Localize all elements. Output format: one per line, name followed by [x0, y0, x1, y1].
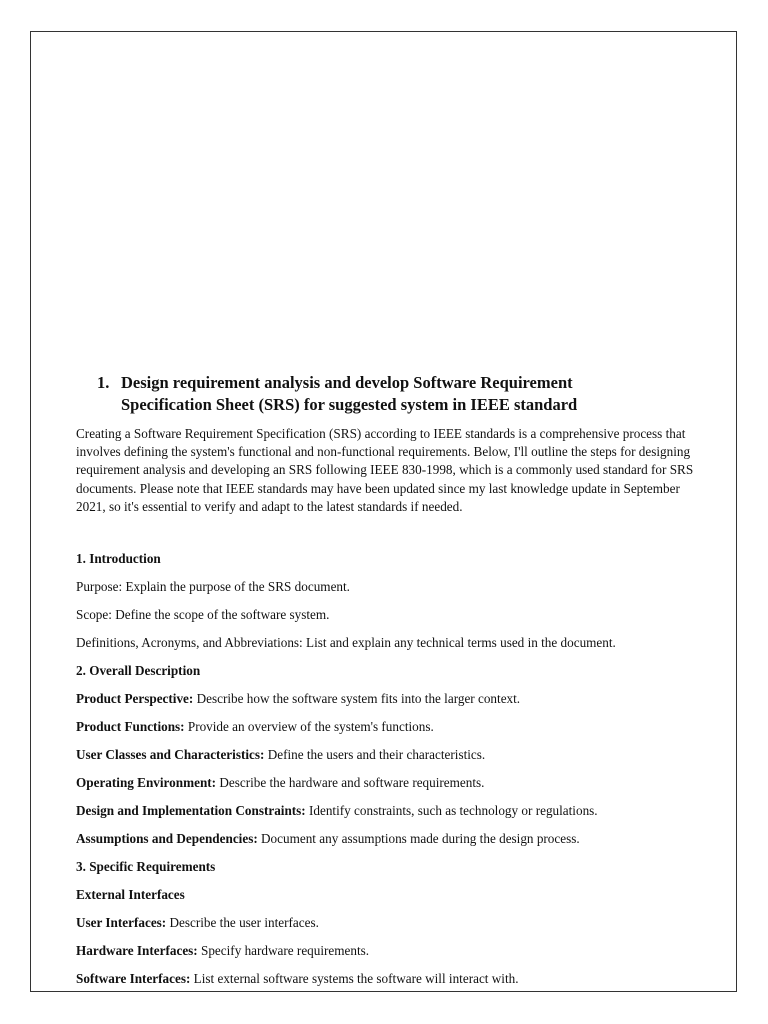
heading-text: Design requirement analysis and develop Software Requirement Specification Sheet (SRS) for suggested system in IEEE standard	[121, 373, 578, 414]
line-bold: Hardware Interfaces:	[76, 943, 198, 958]
heading-number: 1.	[97, 373, 110, 392]
line-text: Document any assumptions made during the design process.	[257, 831, 580, 846]
line-text: Describe the user interfaces.	[166, 915, 319, 930]
line-bold: Assumptions and Dependencies:	[76, 831, 258, 846]
list-item	[76, 747, 716, 763]
list-item	[76, 887, 716, 903]
line-text: List external software systems the software will interact with.	[190, 971, 519, 986]
line-text: Describe how the software system fits into the larger context.	[193, 691, 521, 706]
line-bold: Design and Implementation Constraints:	[76, 803, 306, 818]
line-bold: Product Perspective:	[76, 691, 194, 706]
list-item	[76, 971, 716, 987]
line-bold: 2. Overall Description	[76, 663, 201, 678]
line-text: Describe the hardware and software requirements.	[216, 775, 485, 790]
list-item	[76, 691, 716, 707]
line-text: Specify hardware requirements.	[197, 943, 370, 958]
list-item	[76, 663, 716, 679]
list-item	[76, 943, 716, 959]
line-text: Scope: Define the scope of the software system.	[76, 607, 330, 622]
line-bold: External Interfaces	[76, 887, 185, 902]
list-item	[76, 607, 716, 623]
line-bold: User Classes and Characteristics:	[76, 747, 265, 762]
list-item	[76, 831, 716, 847]
list-item	[76, 579, 716, 595]
line-bold: 1. Introduction	[76, 551, 161, 566]
line-text: Provide an overview of the system's functions.	[184, 719, 434, 734]
list-item	[76, 635, 716, 651]
list-item	[76, 859, 716, 875]
line-text: Purpose: Explain the purpose of the SRS document.	[76, 579, 350, 594]
section-heading	[97, 372, 657, 416]
document-page	[30, 31, 737, 992]
line-text: Identify constraints, such as technology or regulations.	[305, 803, 598, 818]
list-item	[76, 915, 716, 931]
list-item	[76, 719, 716, 735]
list-item	[76, 803, 716, 819]
intro-paragraph: Creating a Software Requirement Specification (SRS) according to IEEE standards is a comprehensive process that involves defining the system's functional and non-functional requirements. Below, I'll outline the steps for designing requirement analysis and developing an SRS following IEEE 830-1998, which is a commonly used standard for SRS documents. Please note that IEEE standards may have been updated since my last knowledge update in September 2021, so it's essential to verify and adapt to the latest standards if needed.	[76, 426, 694, 514]
line-bold: 3. Specific Requirements	[76, 859, 216, 874]
line-text: Define the users and their characteristics.	[264, 747, 486, 762]
line-bold: Product Functions:	[76, 719, 185, 734]
line-bold: User Interfaces:	[76, 915, 167, 930]
list-item	[76, 551, 716, 567]
line-bold: Software Interfaces:	[76, 971, 191, 986]
line-text: Definitions, Acronyms, and Abbreviations: List and explain any technical terms used in the document.	[76, 635, 616, 650]
line-bold: Operating Environment:	[76, 775, 217, 790]
list-item	[76, 775, 716, 791]
